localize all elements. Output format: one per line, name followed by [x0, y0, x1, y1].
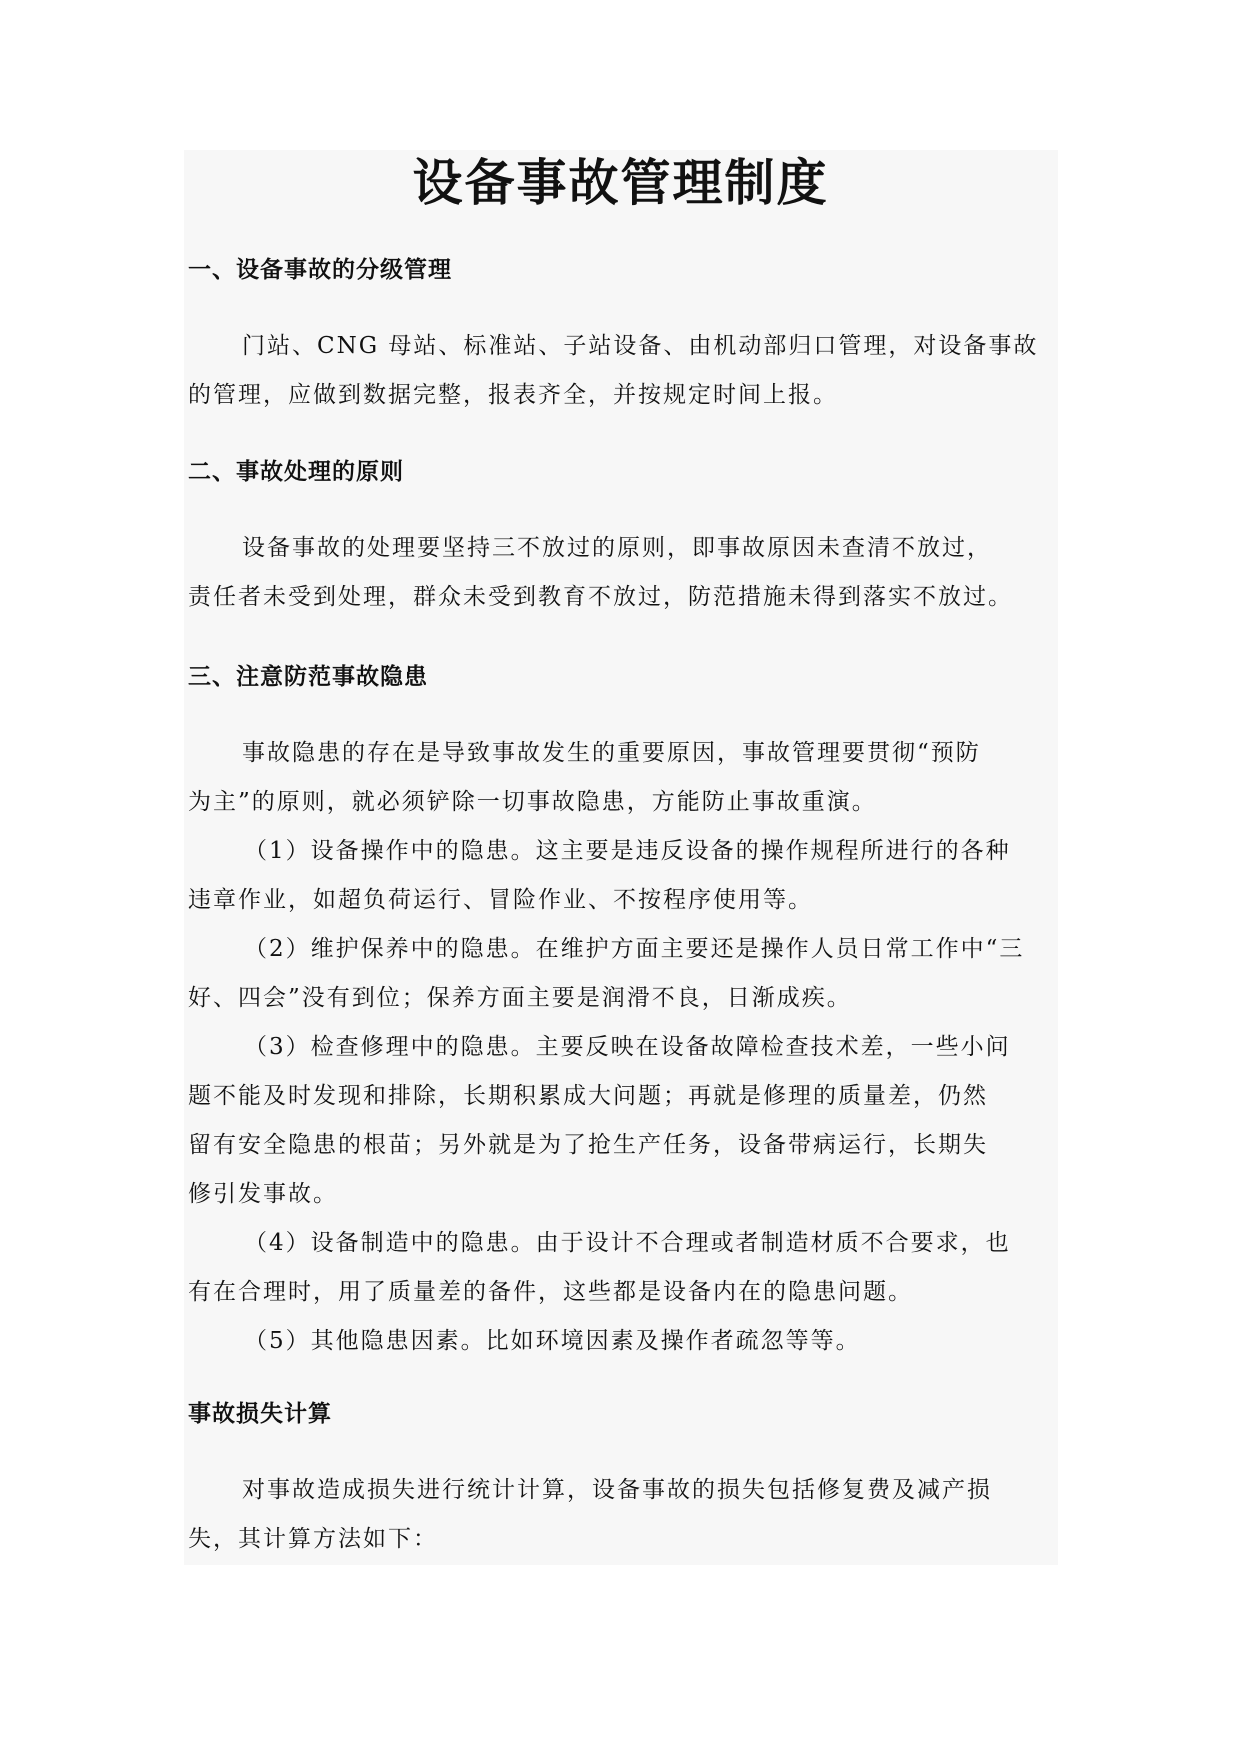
document-title: 设备事故管理制度: [412, 154, 829, 212]
hazard-item-2: （2）维护保养中的隐患。在维护方面主要还是操作人员日常工作中“三: [244, 936, 1025, 962]
hazard-item-5: （5）其他隐患因素。比如环境因素及操作者疏忽等等。: [244, 1328, 861, 1354]
paragraph-loss-calculation: [188, 1466, 1068, 1564]
text-line: 违章作业，如超负荷运行、冒险作业、不按程序使用等。: [188, 887, 813, 913]
paragraph-principles: [188, 524, 1068, 622]
hazard-item-4: （4）设备制造中的隐患。由于设计不合理或者制造材质不合要求，也: [244, 1230, 1011, 1256]
text-line: 题不能及时发现和排除，长期积累成大问题；再就是修理的质量差，仍然: [188, 1083, 988, 1109]
text-line: 门站、CNG 母站、标准站、子站设备、由机动部归口管理，对设备事故: [242, 333, 1039, 359]
section-heading-grading: 一、设备事故的分级管理: [188, 257, 452, 283]
text-line: 失，其计算方法如下：: [188, 1526, 438, 1552]
text-line: 修引发事故。: [188, 1181, 338, 1207]
text-line: 的管理，应做到数据完整，报表齐全，并按规定时间上报。: [188, 382, 838, 408]
text-line: 对事故造成损失进行统计计算，设备事故的损失包括修复费及减产损: [242, 1477, 992, 1503]
paragraph-grading: [188, 322, 1068, 420]
paragraph-hazards: [188, 729, 1068, 1366]
text-line: 责任者未受到处理，群众未受到教育不放过，防范措施未得到落实不放过。: [188, 584, 1013, 610]
text-line: 好、四会”没有到位；保养方面主要是润滑不良，日渐成疾。: [188, 985, 852, 1011]
text-line: 有在合理时，用了质量差的备件，这些都是设备内在的隐患问题。: [188, 1279, 913, 1305]
text-line: 事故隐患的存在是导致事故发生的重要原因，事故管理要贯彻“预防: [242, 740, 981, 766]
section-heading-loss-calculation: 事故损失计算: [188, 1401, 332, 1427]
text-line: 为主”的原则，就必须铲除一切事故隐患，方能防止事故重演。: [188, 789, 877, 815]
text-line: 设备事故的处理要坚持三不放过的原则，即事故原因未查清不放过，: [242, 535, 992, 561]
hazard-item-3: （3）检查修理中的隐患。主要反映在设备故障检查技术差，一些小问: [244, 1034, 1011, 1060]
hazard-item-1: （1）设备操作中的隐患。这主要是违反设备的操作规程所进行的各种: [244, 838, 1011, 864]
section-heading-hazards: 三、注意防范事故隐患: [188, 664, 428, 690]
section-heading-principles: 二、事故处理的原则: [188, 459, 404, 485]
text-line: 留有安全隐患的根苗；另外就是为了抢生产任务，设备带病运行，长期失: [188, 1132, 988, 1158]
